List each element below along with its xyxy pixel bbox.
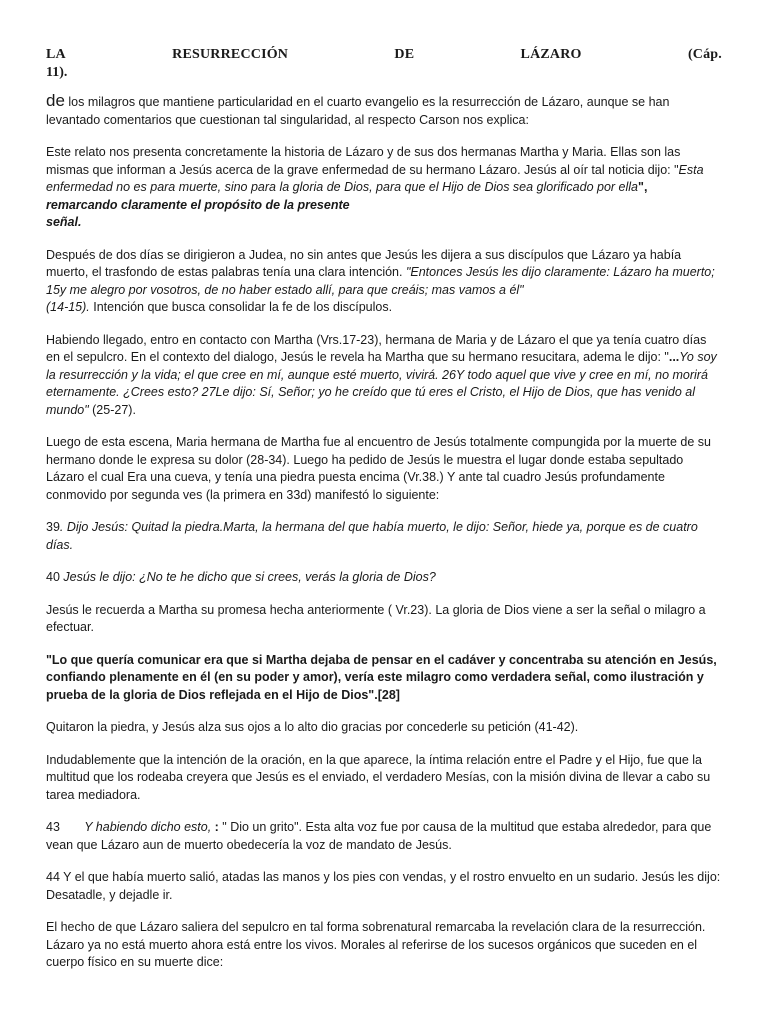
title-word: (Cáp.: [687, 47, 722, 62]
paragraph-promise: Jesús le recuerda a Martha su promesa hecha anteriormente ( Vr.23). La gloria de Dios viene a ser la señal o milagro a efectuar.: [46, 602, 706, 634]
scripture-quote: "Entonces Jesús les dijo claramente: Lázaro ha muerto; 15y me alegro por vosotros, de no haber estado allí, para que creáis; mas vamos a él": [46, 265, 715, 297]
verse-44: 44 Y el que había muerto salió, atadas las manos y los pies con vendas, y el rostro envuelto en un sudario. Jesús les dijo: Desatadle, y dejadle ir.: [46, 870, 721, 902]
paragraph-conclusion: El hecho de que Lázaro saliera del sepulcro en tal forma sobrenatural remarcaba la revelación clara de la resurrección. Lázaro ya no está muerto ahora está entre los vivos. Morales al referirse de los sucesos orgánicos que suceden en el cuerpo físico en su muerte dice:: [46, 920, 706, 969]
paragraph-account: Este relato nos presenta concretamente la historia de Lázaro y de sus dos hermanas Martha y Maria. Ellas son las mismas que informan a Jesús acerca de la grave enfermedad de su hermano Lázaro. Jesús al oír tal noticia dijo: "Esta enfermedad no es para muerte, sino para la gloria de Dios, para que el Hijo de Dios sea glorificado por ella", remarcando claramente el propósito de la presente señal.: [46, 145, 704, 229]
paragraph-intro: de los milagros que mantiene particularidad en el cuarto evangelio es la resurrección de Lázaro, aunque se han levantado comentarios que cuestionan tal singularidad, al respecto Carson nos explica:: [46, 91, 670, 127]
verse-39: 39. Dijo Jesús: Quitad la piedra.Marta, la hermana del que había muerto, le dijo: Señor, hiede ya, porque es de cuatro días.: [46, 520, 698, 552]
drop-word: de: [46, 91, 65, 110]
title-continuation: 11).: [46, 65, 68, 80]
paragraph-stone: Quitaron la piedra, y Jesús alza sus ojos a lo alto dio gracias por concederle su petición (41-42).: [46, 720, 579, 734]
verse-43: 43 Y habiendo dicho esto, : " Dio un grito". Esta alta voz fue por causa de la multitud que estaba alrededor, para que vean que Lázaro aun de muerto obedecería la voz de mandato de Jesús.: [46, 820, 712, 852]
verse-40: 40 Jesús le dijo: ¿No te he dicho que si crees, verás la gloria de Dios?: [46, 570, 436, 584]
block-quote: "Lo que quería comunicar era que si Martha dejaba de pensar en el cadáver y concentraba su atención en Jesús, confiando plenamente en él (en su poder y amor), vería este milagro como verdadera señal, como ilustración y prueba de la gloria de Dios reflejada en el Hijo de Dios".[28]: [46, 652, 717, 702]
title-word: LA: [46, 47, 66, 62]
title-word: LÁZARO: [520, 47, 582, 62]
title-word: DE: [394, 47, 415, 62]
title-word: RESURRECCIÓN: [172, 47, 289, 62]
paragraph-judea: Después de dos días se dirigieron a Judea, no sin antes que Jesús les dijera a sus discípulos que Lázaro ya había muerto, el trasfondo de estas palabras tenía una clara intención. "Entonces Jesús les dijo claramente: Lázaro ha muerto; 15y me alegro por vosotros, de no haber estado allí, para que creáis; mas vamos a él" (14-15). Intención que busca consolidar la fe de los discípulos.: [46, 247, 715, 314]
document-title: [46, 46, 722, 64]
scripture-quote: Yo soy la resurrección y la vida; el que cree en mí, aunque esté muerto, vivirá. 26Y todo aquel que vive y cree en mí, no morirá eternamente. ¿Crees esto? 27Le dijo: Sí, Señor; yo he creído que tú eres el Cristo, el Hijo de Dios, que has venido al mundo": [46, 350, 717, 417]
scripture-quote: Esta enfermedad no es para muerte, sino para la gloria de Dios, para que el Hijo de Dios sea glorificado por ella: [46, 162, 704, 194]
paragraph-prayer: Indudablemente que la intención de la oración, en la que aparece, la íntima relación entre el Padre y el Hijo, fue que la multitud que los rodeaba creyera que Jesús es el enviado, el verdadero Mesías, con la misión divina de llevar a cabo su tarea mediadora.: [46, 752, 711, 802]
paragraph-martha: Habiendo llegado, entro en contacto con Martha (Vrs.17-23), hermana de Maria y de Lázaro el que ya tenía cuatro días en el sepulcro. En el contexto del dialogo, Jesús le revela ha Martha que su hermano resucitara, adema le dijo: "...Yo soy la resurrección y la vida; el que cree en mí, aunque esté muerto, vivirá. 26Y todo aquel que vive y cree en mí, no morirá eternamente. ¿Crees esto? 27Le dijo: Sí, Señor; yo he creído que tú eres el Cristo, el Hijo de Dios, que has venido al mundo" (25-27).: [46, 332, 717, 417]
paragraph-maria: Luego de esta escena, Maria hermana de Martha fue al encuentro de Jesús totalmente compungida por la muerte de su hermano donde le expresa su dolor (28-34). Luego ha pedido de Jesús le muestra el lugar donde estaba sepultado Lázaro el cual Era una cueva, y tenía una piedra puesta encima (Vr.38.) Y ante tal cuadro Jesús profundamente conmovido por segunda ves (la primera en 33d) manifestó lo siguiente:: [46, 435, 711, 502]
